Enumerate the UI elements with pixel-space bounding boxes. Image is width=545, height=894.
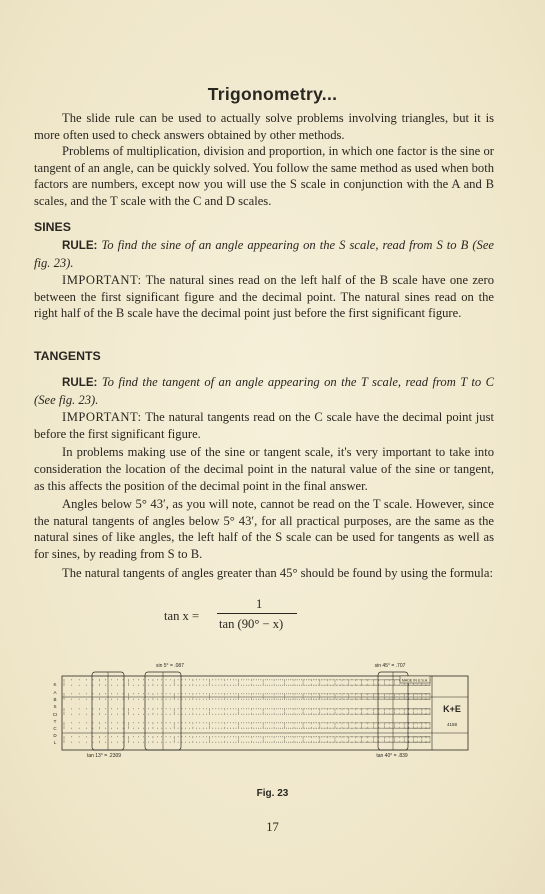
tick-row — [64, 679, 430, 682]
scale-ticks — [64, 679, 430, 743]
sines-section — [34, 237, 494, 322]
tick-row — [64, 726, 430, 729]
tick-row — [64, 722, 430, 725]
label-sin5: sin 5° = .087 — [156, 663, 184, 669]
label-tan13: tan 13° = .2309 — [86, 753, 122, 759]
scale-letter-t: T — [53, 719, 57, 724]
tangents-rule — [34, 374, 494, 408]
sines-rule-text: To find the sine of an angle appearing on the S scale, read from S to B (See fig. 23). — [34, 238, 494, 270]
model-number: 4158 — [446, 722, 458, 727]
brand-logo: K+E — [443, 704, 461, 714]
formula-numerator: 1 — [256, 597, 263, 611]
tangents-paragraph-1: In problems making use of the sine or tangent scale, it's very important to take into consideration the location of the decimal point in the natural value of the sine or tangent, as this affects the position of the decimal point in the final answer. — [34, 445, 494, 493]
tangents-heading: TANGENTS — [34, 349, 101, 363]
scale-letter-d: D — [53, 733, 57, 738]
sines-important-text: The natural sines read on the left half of the B scale have one zero between the first significant figure and the decimal point. The natural sines read on the right half of the B scale have the decimal point just before the first significant figure. — [34, 273, 494, 321]
made-in-usa-stamp: MADE IN U.S.A. — [401, 678, 429, 683]
page-title: Trigonometry... — [207, 84, 338, 104]
sines-rule — [34, 237, 494, 271]
tangents-rule-text: To find the tangent of an angle appearing on the T scale, read from T to C (See fig. 23). — [34, 375, 494, 407]
tick-row — [64, 712, 430, 715]
slide-rule-body — [62, 676, 468, 750]
figure-caption: Fig. 23 — [256, 788, 289, 799]
page-number: 17 — [266, 820, 279, 834]
intro-paragraph-2: Problems of multiplication, division and proportion, in which one factor is the sine or tangent of an angle, can be quickly solved. You follow the same method as used when both factors are numbers, except now you will use the S scale in conjunction with the A and B scales, and the T scale with the C and D scales. — [34, 144, 494, 208]
tick-row — [64, 740, 430, 743]
tangent-formula — [160, 597, 320, 637]
sines-rule-label: RULE: — [62, 239, 98, 252]
formula-denominator: tan (90° − x) — [219, 617, 284, 631]
scale-letters — [53, 682, 58, 745]
tangents-rule-label: RULE: — [62, 376, 98, 389]
tick-row — [64, 693, 430, 696]
scale-letter-s: S — [53, 704, 57, 709]
formula-lhs: tan x = — [164, 609, 200, 623]
scale-letter-a: A — [53, 690, 57, 695]
tangents-paragraph-3: The natural tangents of angles greater than 45° should be found by using the formula: — [62, 565, 494, 580]
scale-letter-b: B — [53, 697, 57, 702]
intro-section — [34, 110, 494, 210]
tangents-important-label: IMPORTANT: — [62, 410, 142, 425]
intro-paragraph-1: The slide rule can be used to actually solve problems involving triangles, but it is more often used to check answers obtained by other methods. — [34, 111, 494, 142]
scale-letter-l: L — [53, 740, 57, 745]
sines-important — [34, 272, 494, 322]
slide-rule-figure — [48, 662, 490, 762]
scale-letter-ci: CI — [52, 712, 58, 717]
tangents-important-text: The natural tangents read on the C scale have the decimal point just before the first significant figure. — [34, 410, 494, 441]
sines-important-label: IMPORTANT: — [62, 273, 142, 288]
label-tan40: tan 40° = .839 — [376, 753, 408, 759]
scale-letter-k: K — [53, 682, 57, 687]
label-sin45: sin 45° = .707 — [374, 663, 406, 669]
sines-heading: SINES — [34, 220, 71, 234]
tangents-important — [34, 409, 494, 442]
scale-letter-c: C — [53, 726, 57, 731]
tangents-section — [34, 374, 494, 581]
tick-row — [64, 708, 430, 711]
tangents-paragraph-2: Angles below 5° 43′, as you will note, cannot be read on the T scale. However, since the natural tangents of angles below 5° 43′, for all practical purposes, are the same as the natural sines of like angles, the left half of the S scale can be used for tangents as well as for sines, by reading from S to B. — [34, 497, 494, 561]
tick-row — [64, 736, 430, 739]
tick-row — [64, 683, 430, 686]
formula-fraction-bar — [217, 613, 297, 614]
